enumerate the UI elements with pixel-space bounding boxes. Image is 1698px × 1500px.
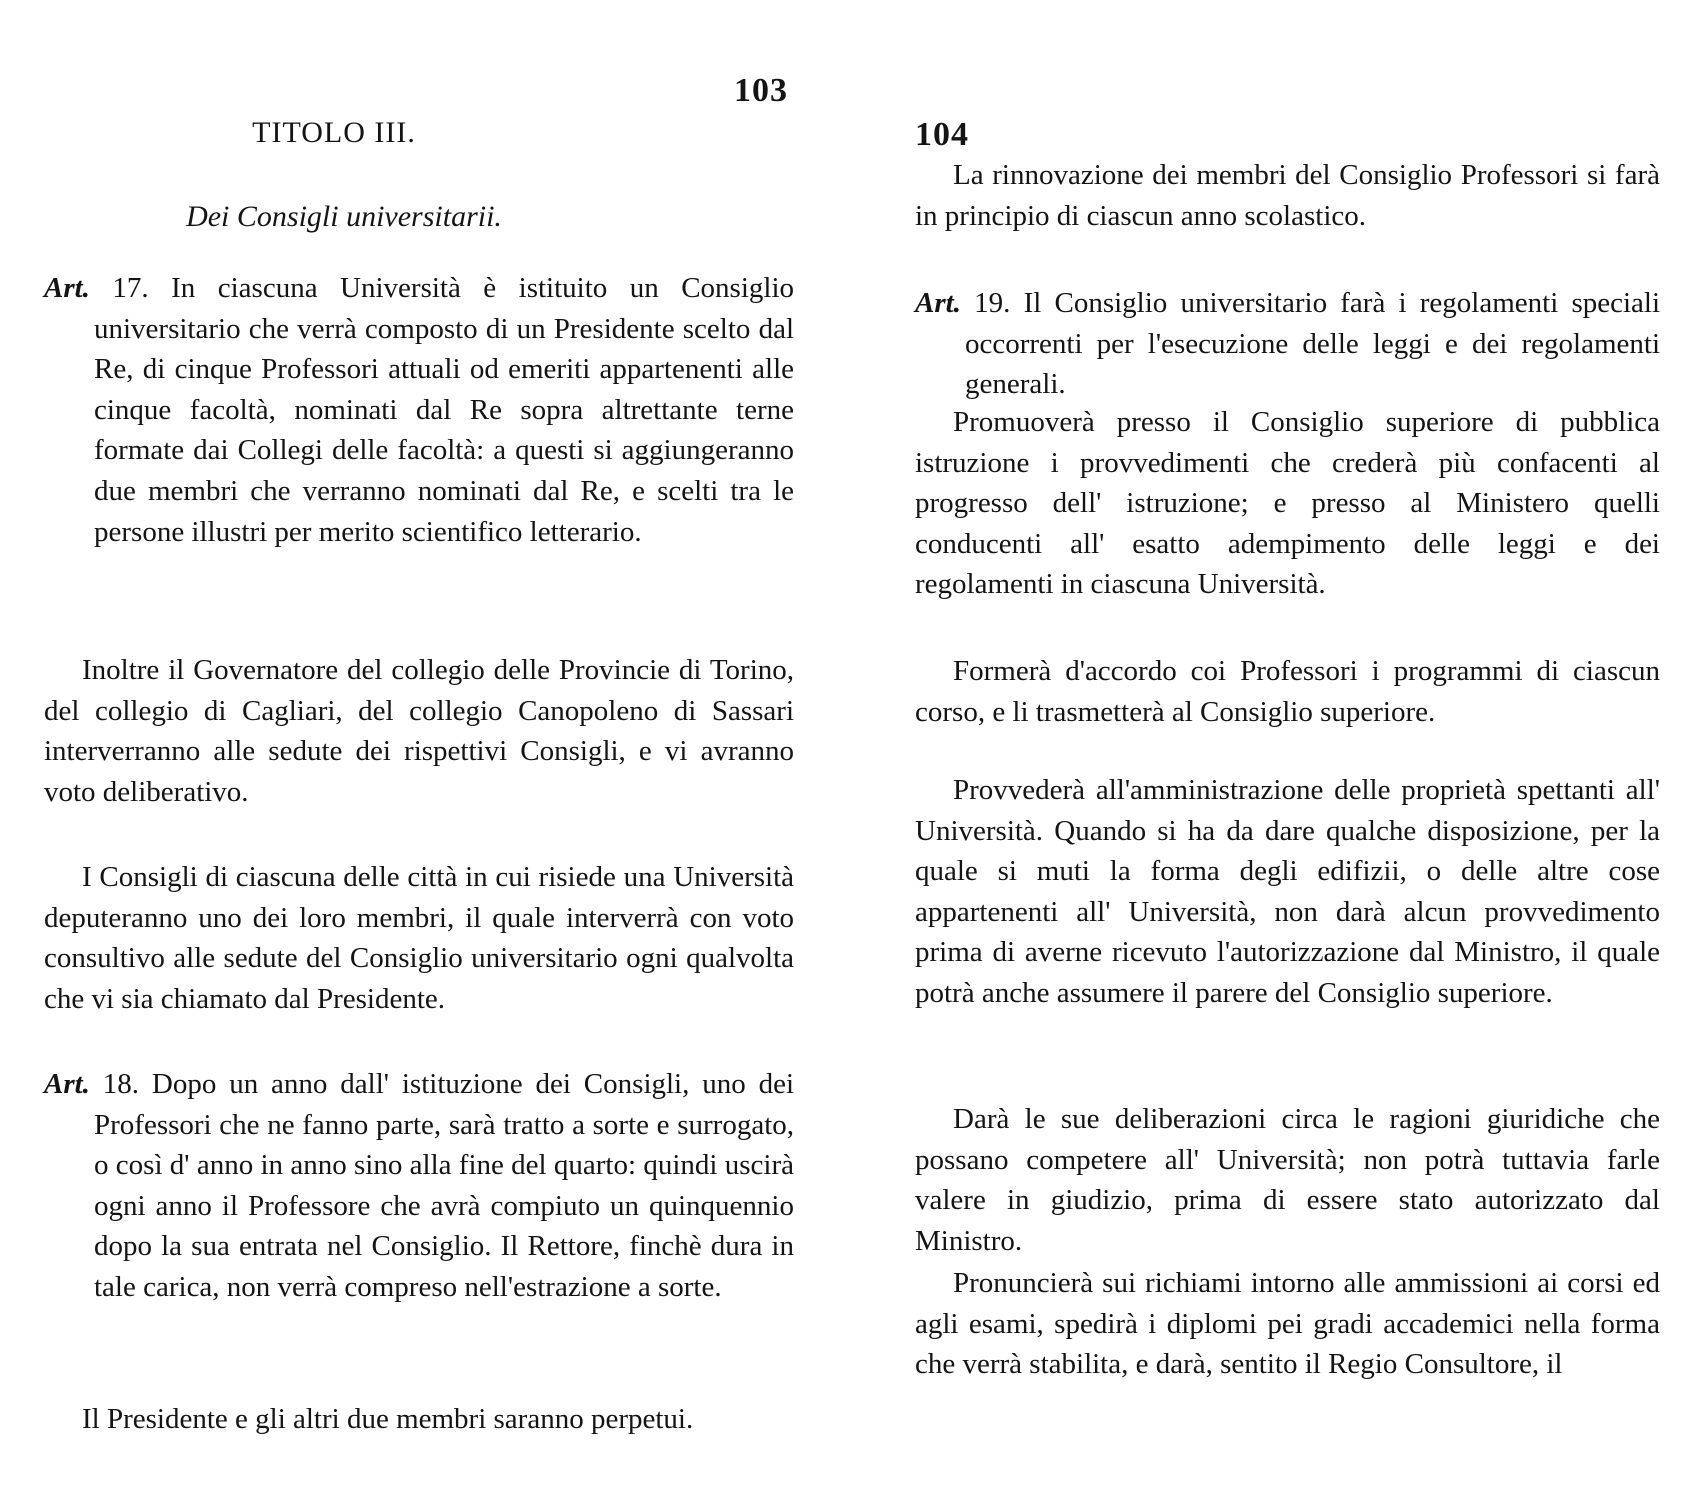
paragraph-formera: Formerà d'accordo coi Professori i programmi di ciascun corso, e li trasmetterà al Consiglio superiore. xyxy=(915,655,1660,728)
article-text: Il Consiglio universitario farà i regolamenti speciali occorrenti per l'esecuzione delle leggi e dei regolamenti generali. xyxy=(965,287,1661,401)
article-19 xyxy=(915,283,1660,405)
paragraph-presidente: Il Presidente e gli altri due membri saranno perpetui. xyxy=(82,1403,694,1435)
article-text: In ciascuna Università è istituito un Consiglio universitario che verrà composto di un Presidente scelto dal Re, di cinque Professori attuali od emeriti appartenenti alle cinque facoltà, nominati dal Re sopra altrettante terne formate dai Collegi delle facoltà: a questi si aggiungeranno due membri che verranno nominati dal Re, e scelti tra le persone illustri per merito scientifico letterario. xyxy=(94,272,795,548)
section-subtitle: Dei Consigli universitarii. xyxy=(186,200,502,233)
article-18 xyxy=(44,1064,794,1308)
page-number: 103 xyxy=(734,72,788,109)
article-17 xyxy=(44,268,794,552)
paragraph-promuovera: Promuoverà presso il Consiglio superiore di pubblica istruzione i provvedimenti che crederà più confacenti al progresso dell' istruzione; e presso al Ministero quelli conducenti all' esatto adempimento delle leggi e dei regolamenti in ciascuna Università. xyxy=(915,406,1660,601)
paragraph-governatore: Inoltre il Governatore del collegio delle Provincie di Torino, del collegio di Cagliari, del collegio Canopoleno di Sassari interverranno alle sedute dei rispettivi Consigli, e vi avranno voto deliberativo. xyxy=(44,654,794,808)
paragraph-dara: Darà le sue deliberazioni circa le ragioni giuridiche che possano competere all' Università; non potrà tuttavia farle valere in giudizio, prima di essere stato autorizzato dal Ministro. xyxy=(915,1103,1660,1257)
article-text: Dopo un anno dall' istituzione dei Consigli, uno dei Professori che ne fanno parte, sarà tratto a sorte e surrogato, o così d' anno in anno sino alla fine del quarto: quindi uscirà ogni anno il Professore che avrà compiuto un quinquennio dopo la sua entrata nel Consiglio. Il Rettore, finchè dura in tale carica, non verrà compreso nell'estrazione a sorte. xyxy=(94,1068,795,1303)
paragraph-pronuncera: Pronuncierà sui richiami intorno alle ammissioni ai corsi ed agli esami, spedirà i diplomi pei gradi accademici nella forma che verrà stabilita, e darà, sentito il Regio Consultore, il xyxy=(915,1267,1660,1381)
article-label: Art. xyxy=(44,1068,90,1100)
paragraph-consigli-citta: I Consigli di ciascuna delle città in cui risiede una Università deputeranno uno dei loro membri, il quale interverrà con voto consultivo alle sedute del Consiglio universitario ogni qualvolta che vi sia chiamato dal Presidente. xyxy=(44,861,794,1015)
title-heading: TITOLO III. xyxy=(252,116,416,149)
article-number: 17. xyxy=(112,272,149,304)
article-number: 19. xyxy=(974,287,1011,319)
article-number: 18. xyxy=(102,1068,140,1100)
article-label: Art. xyxy=(44,272,90,304)
article-label: Art. xyxy=(915,287,961,319)
paragraph-provvedera: Provvederà all'amministrazione delle proprietà spettanti all' Università. Quando si ha da dare qualche disposizione, per la quale si muti la forma degli edifizii, o delle altre cose appartenenti all' Università, non darà alcun provvedimento prima di averne ricevuto l'autorizzazione dal Ministro, il quale potrà anche assumere il parere del Consiglio superiore. xyxy=(915,774,1660,1009)
page-number: 104 xyxy=(915,116,969,153)
paragraph-rinnovazione: La rinnovazione dei membri del Consiglio Professori si farà in principio di ciascun anno scolastico. xyxy=(915,159,1660,232)
